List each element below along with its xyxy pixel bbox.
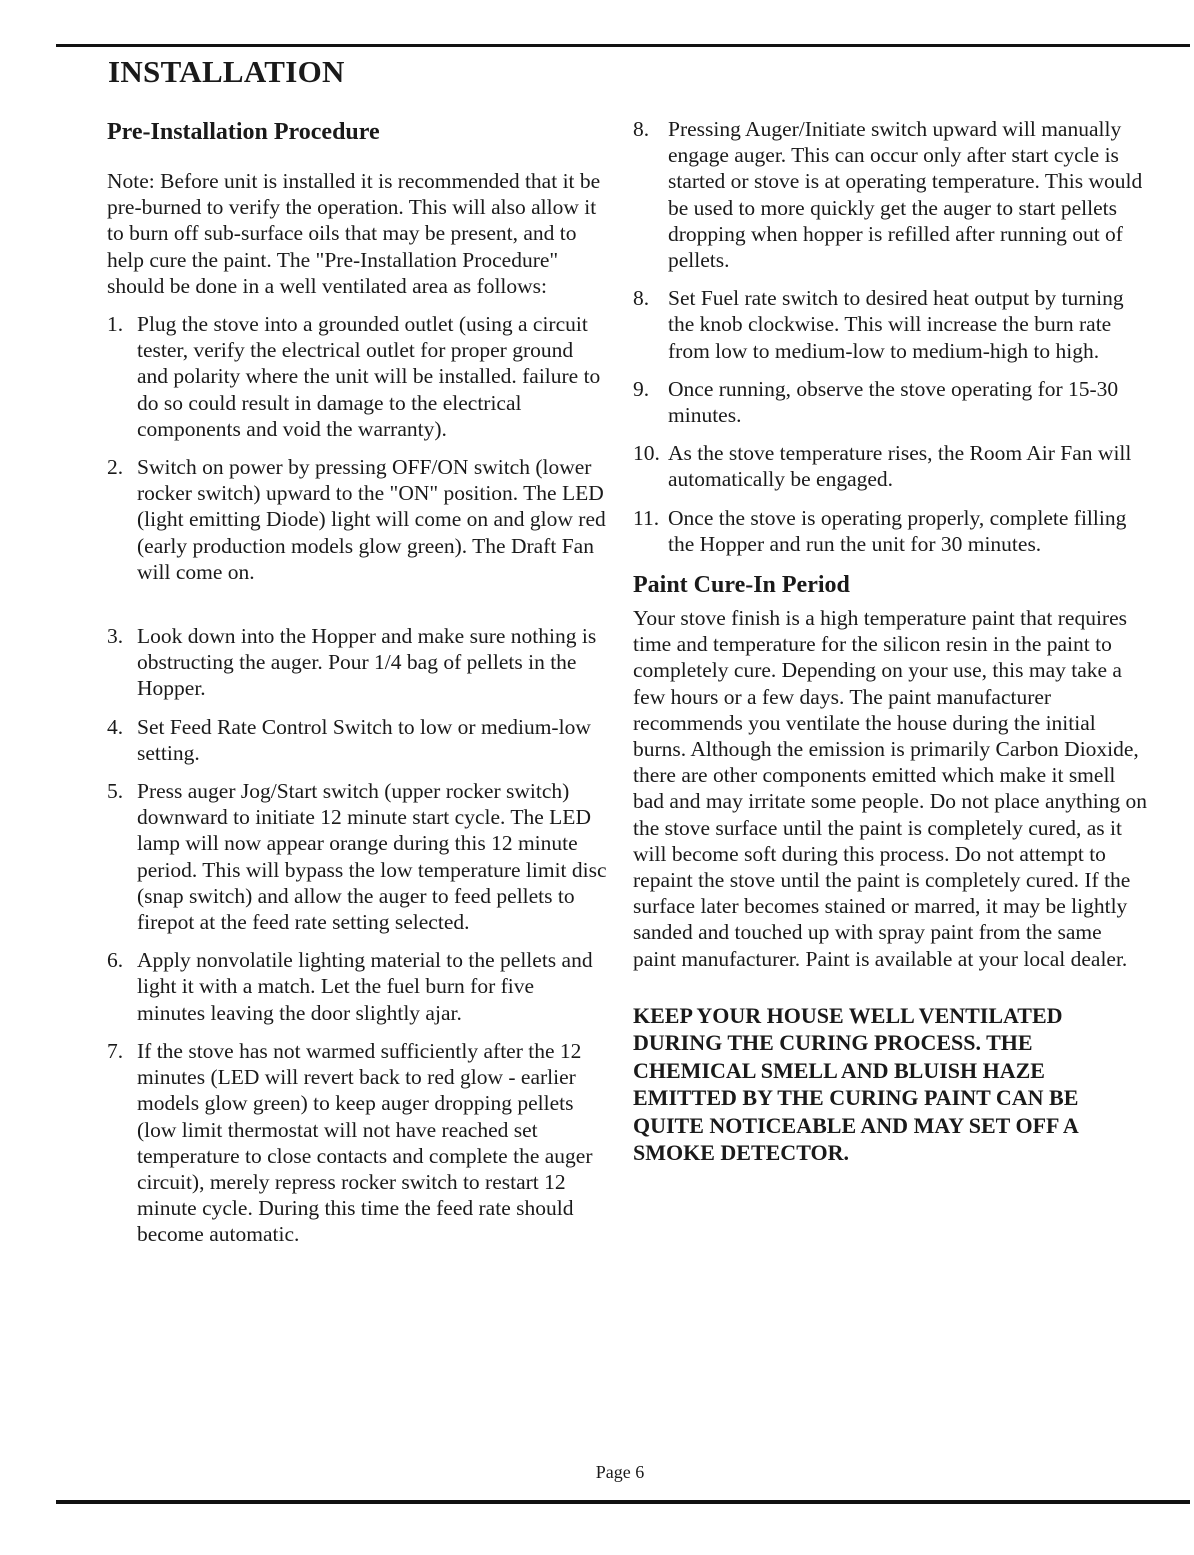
step-item [107,454,607,585]
top-rule [56,44,1190,47]
step-item [633,285,1148,364]
step-text: Plug the stove into a grounded outlet (using a circuit tester, verify the electrical outlet for proper ground and polarity where the unit will be installed. failure to do so could result in damage to the electrical components and void the warranty). [137,312,601,441]
step-number: 7. [107,1038,124,1063]
paint-cure-body: Your stove finish is a high temperature paint that requires time and temperature for the silicon resin in the paint to completely cure. Depending on your use, this may take a few hours or a few days. The paint manufacturer recommends you ventilate the house during the initial burns. Although the emission is primarily Carbon Dioxide, there are other components emitted which make it smell bad and may irritate some people. Do not place anything on the stove surface until the paint is completely cured, as it will become soft during this process. Do not attempt to repaint the stove until the paint is completely cured. If the surface later becomes stained or marred, it may be lightly sanded and touched up with spray paint from the same paint manufacturer. Paint is available at your local dealer. [633,606,1148,971]
step-number: 9. [633,376,650,401]
step-item [107,311,607,442]
right-column [633,116,1148,1167]
step-text: Set Feed Rate Control Switch to low or medium-low setting. [137,714,591,765]
step-text: Press auger Jog/Start switch (upper rocker switch) downward to initiate 12 minute start cycle. The LED lamp will now appear orange during this 12 minute period. This will bypass the low temperature limit disc (snap switch) and allow the auger to feed pellets to firepot at the feed rate setting selected. [137,779,607,935]
step-text: If the stove has not warmed sufficiently after the 12 minutes (LED will revert back to red glow - earlier models glow green) to keep auger dropping pellets (low limit thermostat will not have reached set temperature to close contacts and complete the auger circuit), merely repress rocker switch to restart 12 minute cycle. During this time the feed rate should become automatic. [137,1038,593,1247]
step-item [107,714,607,766]
step-number: 5. [107,779,124,804]
step-item [633,116,1148,273]
ventilation-warning: KEEP YOUR HOUSE WELL VENTILATED DURING THE CURING PROCESS. THE CHEMICAL SMELL AND BLUISH HAZE EMITTED BY THE CURING PAINT CAN BE QUITE NOTICEABLE AND MAY SET OFF A SMOKE DETECTOR. [633,1002,1079,1166]
step-number: 11. [633,505,660,530]
paint-cure-heading: Paint Cure-In Period [633,572,850,599]
step-number: 8. [633,117,650,141]
page-number: Page 6 [595,1462,645,1482]
step-number: 2. [107,455,124,480]
step-number: 10. [633,441,660,466]
step-item [633,440,1148,492]
step-number: 6. [107,948,124,973]
step-item [633,505,1148,557]
pre-installation-steps [107,311,607,1248]
step-text: Pressing Auger/Initiate switch upward will manually engage auger. This can occur only after start cycle is started or stove is at operating temperature. This would be used to more quickly get the auger to start pellets dropping when hopper is refilled after running out of pellets. [668,117,1143,273]
step-text: Set Fuel rate switch to desired heat output by turning the knob clockwise. This will increase the burn rate from low to medium-low to medium-high to high. [668,286,1124,363]
page-title: INSTALLATION [108,54,345,89]
pre-installation-note: Note: Before unit is installed it is recommended that it be pre-burned to verify the operation. This will also allow it to burn off sub-surface oils that may be present, and to help cure the paint. The "Pre-Installation Procedure" should be done in a well ventilated area as follows: [107,169,601,298]
step-number: 4. [107,714,124,739]
step-text: Apply nonvolatile lighting material to the pellets and light it with a match. Let the fuel burn for five minutes leaving the door slightly ajar. [137,948,593,1025]
step-item [107,947,607,1026]
step-number: 8. [633,286,650,311]
pre-installation-steps-continued [633,116,1148,557]
left-column [107,116,607,1248]
bottom-rule [56,1500,1190,1504]
step-text: Once the stove is operating properly, complete filling the Hopper and run the unit for 30 minutes. [668,505,1127,556]
step-number: 1. [107,312,124,337]
step-text: Look down into the Hopper and make sure nothing is obstructing the auger. Pour 1/4 bag of pellets in the Hopper. [137,624,597,701]
step-item [633,376,1148,428]
step-number: 3. [107,624,124,649]
step-item [107,623,607,702]
pre-installation-heading: Pre-Installation Procedure [107,119,380,145]
step-item [107,778,607,935]
step-text: Switch on power by pressing OFF/ON switch (lower rocker switch) upward to the "ON" position. The LED (light emitting Diode) light will come on and glow red (early production models glow green). The Draft Fan will come on. [137,455,606,584]
step-item [107,1038,607,1248]
step-text: As the stove temperature rises, the Room Air Fan will automatically be engaged. [668,441,1132,492]
step-text: Once running, observe the stove operating for 15-30 minutes. [668,376,1119,428]
